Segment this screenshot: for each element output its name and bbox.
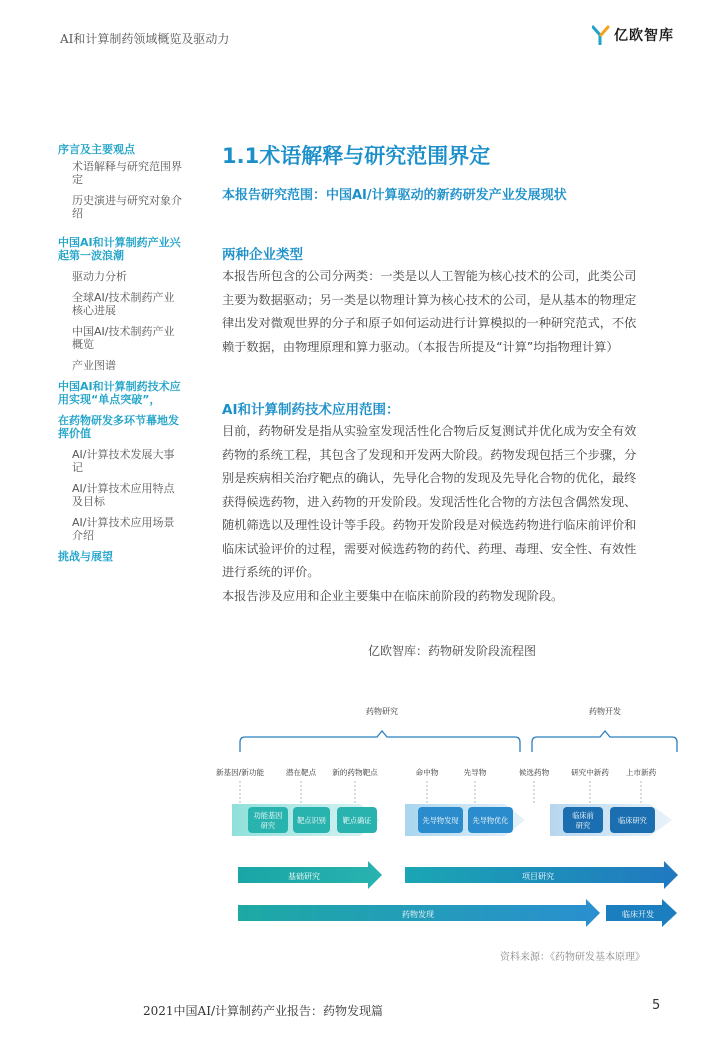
sidebar-item[interactable] — [58, 291, 198, 317]
sidebar-item-label: 全球AI/技术制药产业 — [72, 291, 175, 304]
stage-box-label: 先导物发现 — [422, 816, 459, 825]
sidebar-item-label: 中国AI和计算制药技术应 — [58, 380, 181, 393]
sidebar-item-label: 介绍 — [72, 529, 94, 542]
bracket-research-label: 药物研究 — [366, 707, 398, 716]
section1-heading: 两种企业类型 — [222, 247, 303, 263]
stage-boxes — [248, 807, 655, 833]
arrow-drug-discovery-label: 药物发现 — [402, 910, 434, 919]
paragraph-line: 临床试验评价的过程，需要对候选药物的药代、药理、毒理、安全性、有效性 — [222, 541, 637, 556]
sidebar-item[interactable] — [58, 270, 198, 283]
milestone-label: 新基因/新功能 — [215, 768, 265, 777]
sidebar-item-label: 中国AI/技术制药产业 — [72, 325, 175, 338]
sidebar-item[interactable] — [58, 359, 198, 372]
sidebar-section[interactable] — [58, 380, 198, 406]
stage-box-label: 研究 — [575, 821, 591, 830]
sidebar-item-label: 概览 — [72, 338, 94, 351]
sidebar-item-label: 核心进展 — [72, 304, 116, 317]
sidebar-item-label: 挑战与展望 — [58, 550, 113, 563]
scope-subtitle: 本报告研究范围：中国AI/计算驱动的新药研发产业发展现状 — [222, 188, 567, 203]
milestone-label: 上市新药 — [625, 768, 657, 777]
paragraph-line: 律出发对微观世界的分子和原子如何运动进行计算模拟的一种研究范式，不依 — [222, 316, 637, 330]
milestone-label: 研究中新药 — [571, 768, 609, 777]
sidebar-item-label: 定 — [72, 173, 83, 186]
bracket-development — [532, 731, 677, 752]
paragraph-line: 别是疾病相关治疗靶点的确认，先导化合物的发现及先导化合物的优化，最终 — [222, 471, 637, 485]
brand-name: 亿欧智库 — [614, 28, 674, 44]
drug-rd-flowchart — [0, 690, 719, 940]
sidebar-item-label: 及目标 — [72, 495, 105, 508]
stage-box-label: 靶点识别 — [297, 816, 326, 825]
bracket-development-label: 药物开发 — [589, 707, 621, 716]
sidebar-item-label: AI/计算技术发展大事 — [72, 448, 175, 461]
paragraph-line: 获得候选药物，进入药物的开发阶段。发现活性化合物的方法包含偶然发现、 — [222, 494, 637, 509]
paragraph-line: 目前，药物研发是指从实验室发现活性化合物后反复测试并优化成为安全有效 — [222, 424, 637, 438]
sidebar-item-label: 序言及主要观点 — [58, 143, 135, 156]
milestone-label: 候选药物 — [518, 768, 550, 777]
sidebar-item-label: 起第一波浪潮 — [58, 249, 124, 262]
paragraph-line: 进行系统的评价。 — [222, 565, 320, 579]
paragraph-line: 本报告所包含的公司分两类：一类是以人工智能为核心技术的公司，此类公司 — [222, 269, 637, 283]
sidebar-item[interactable] — [58, 325, 198, 351]
stage-box-label: 先导物优化 — [472, 816, 509, 825]
arrow-project-research-label: 项目研究 — [522, 872, 554, 881]
milestone-label: 先导物 — [463, 768, 487, 777]
sidebar-item[interactable] — [58, 482, 198, 508]
sidebar-toc — [58, 143, 198, 563]
brand-logo-icon — [592, 25, 610, 45]
paragraph-line: 随机筛选以及理性设计等手段。药物开发阶段是对候选药物进行临床前评价和 — [222, 518, 637, 532]
sidebar-section[interactable] — [58, 236, 198, 262]
sidebar-item-label: 绍 — [72, 207, 83, 220]
sidebar-item[interactable] — [58, 516, 198, 542]
milestone-label: 潜在靶点 — [285, 768, 317, 777]
sidebar-item-label: 中国AI和计算制药产业兴 — [58, 236, 181, 249]
sidebar-section[interactable] — [58, 143, 198, 156]
sidebar-item-label: 驱动力分析 — [72, 270, 127, 283]
page-title: 1.1术语解释与研究范围界定 — [222, 144, 491, 168]
figure-source: 资料来源：《药物研发基本原理》 — [500, 952, 645, 963]
stage-box-label: 靶点确证 — [342, 816, 372, 825]
arrow-basic-research-label: 基础研究 — [288, 872, 320, 881]
sidebar-item-label: 用实现“单点突破”， — [58, 393, 161, 406]
paragraph-line: 赖于数据，由物理原理和算力驱动。（本报告所提及“计算”均指物理计算） — [222, 339, 619, 354]
sidebar-item-label: 术语解释与研究范围界 — [72, 160, 182, 173]
sidebar-item[interactable] — [58, 448, 198, 474]
sidebar-item-label: AI/计算技术应用场景 — [72, 516, 175, 529]
sidebar-item-label: AI/计算技术应用特点 — [72, 482, 175, 495]
sidebar-item[interactable] — [58, 160, 198, 186]
sidebar-section[interactable] — [58, 414, 198, 440]
stage-box-label: 临床研究 — [618, 816, 647, 825]
section1-paragraph — [222, 265, 682, 359]
sidebar-section[interactable] — [58, 550, 198, 563]
milestone-label: 命中物 — [415, 768, 439, 777]
page-number: 5 — [652, 998, 661, 1013]
stage-box-label: 研究 — [260, 821, 276, 830]
sidebar-item-label: 挥价值 — [58, 427, 91, 440]
stage-box-label: 临床前 — [572, 811, 594, 820]
paragraph-line: 主要为数据驱动；另一类是以物理计算为核心技术的公司，是从基本的物理定 — [222, 292, 637, 307]
figure-title: 亿欧智库：药物研发阶段流程图 — [368, 644, 537, 658]
paragraph-line: 药物的系统工程，其包含了发现和开发两大阶段。药物发现包括三个步骤，分 — [222, 447, 637, 462]
bracket-research — [240, 731, 520, 752]
milestone-labels — [216, 767, 657, 803]
sidebar-item-label: 产业图谱 — [72, 359, 116, 372]
footer-report-title: 2021中国AI/计算制药产业报告：药物发现篇 — [143, 1004, 383, 1018]
brand-logo — [592, 25, 674, 45]
arrow-clinical-development-label: 临床开发 — [622, 910, 654, 919]
stage-box-label: 功能基因 — [253, 811, 283, 820]
milestone-label: 新的药物靶点 — [332, 768, 378, 777]
sidebar-item-label: 历史演进与研究对象介 — [72, 194, 182, 207]
paragraph-line: 本报告涉及应用和企业主要集中在临床前阶段的药物发现阶段。 — [222, 588, 564, 603]
sidebar-item-label: 记 — [72, 461, 83, 474]
section2-paragraph — [222, 420, 682, 608]
sidebar-item-label: 在药物研发多环节幕地发 — [58, 414, 179, 427]
section2-heading: AI和计算制药技术应用范围： — [222, 402, 400, 418]
sidebar-item[interactable] — [58, 194, 198, 220]
running-header: AI和计算制药领域概览及驱动力 — [60, 32, 230, 46]
